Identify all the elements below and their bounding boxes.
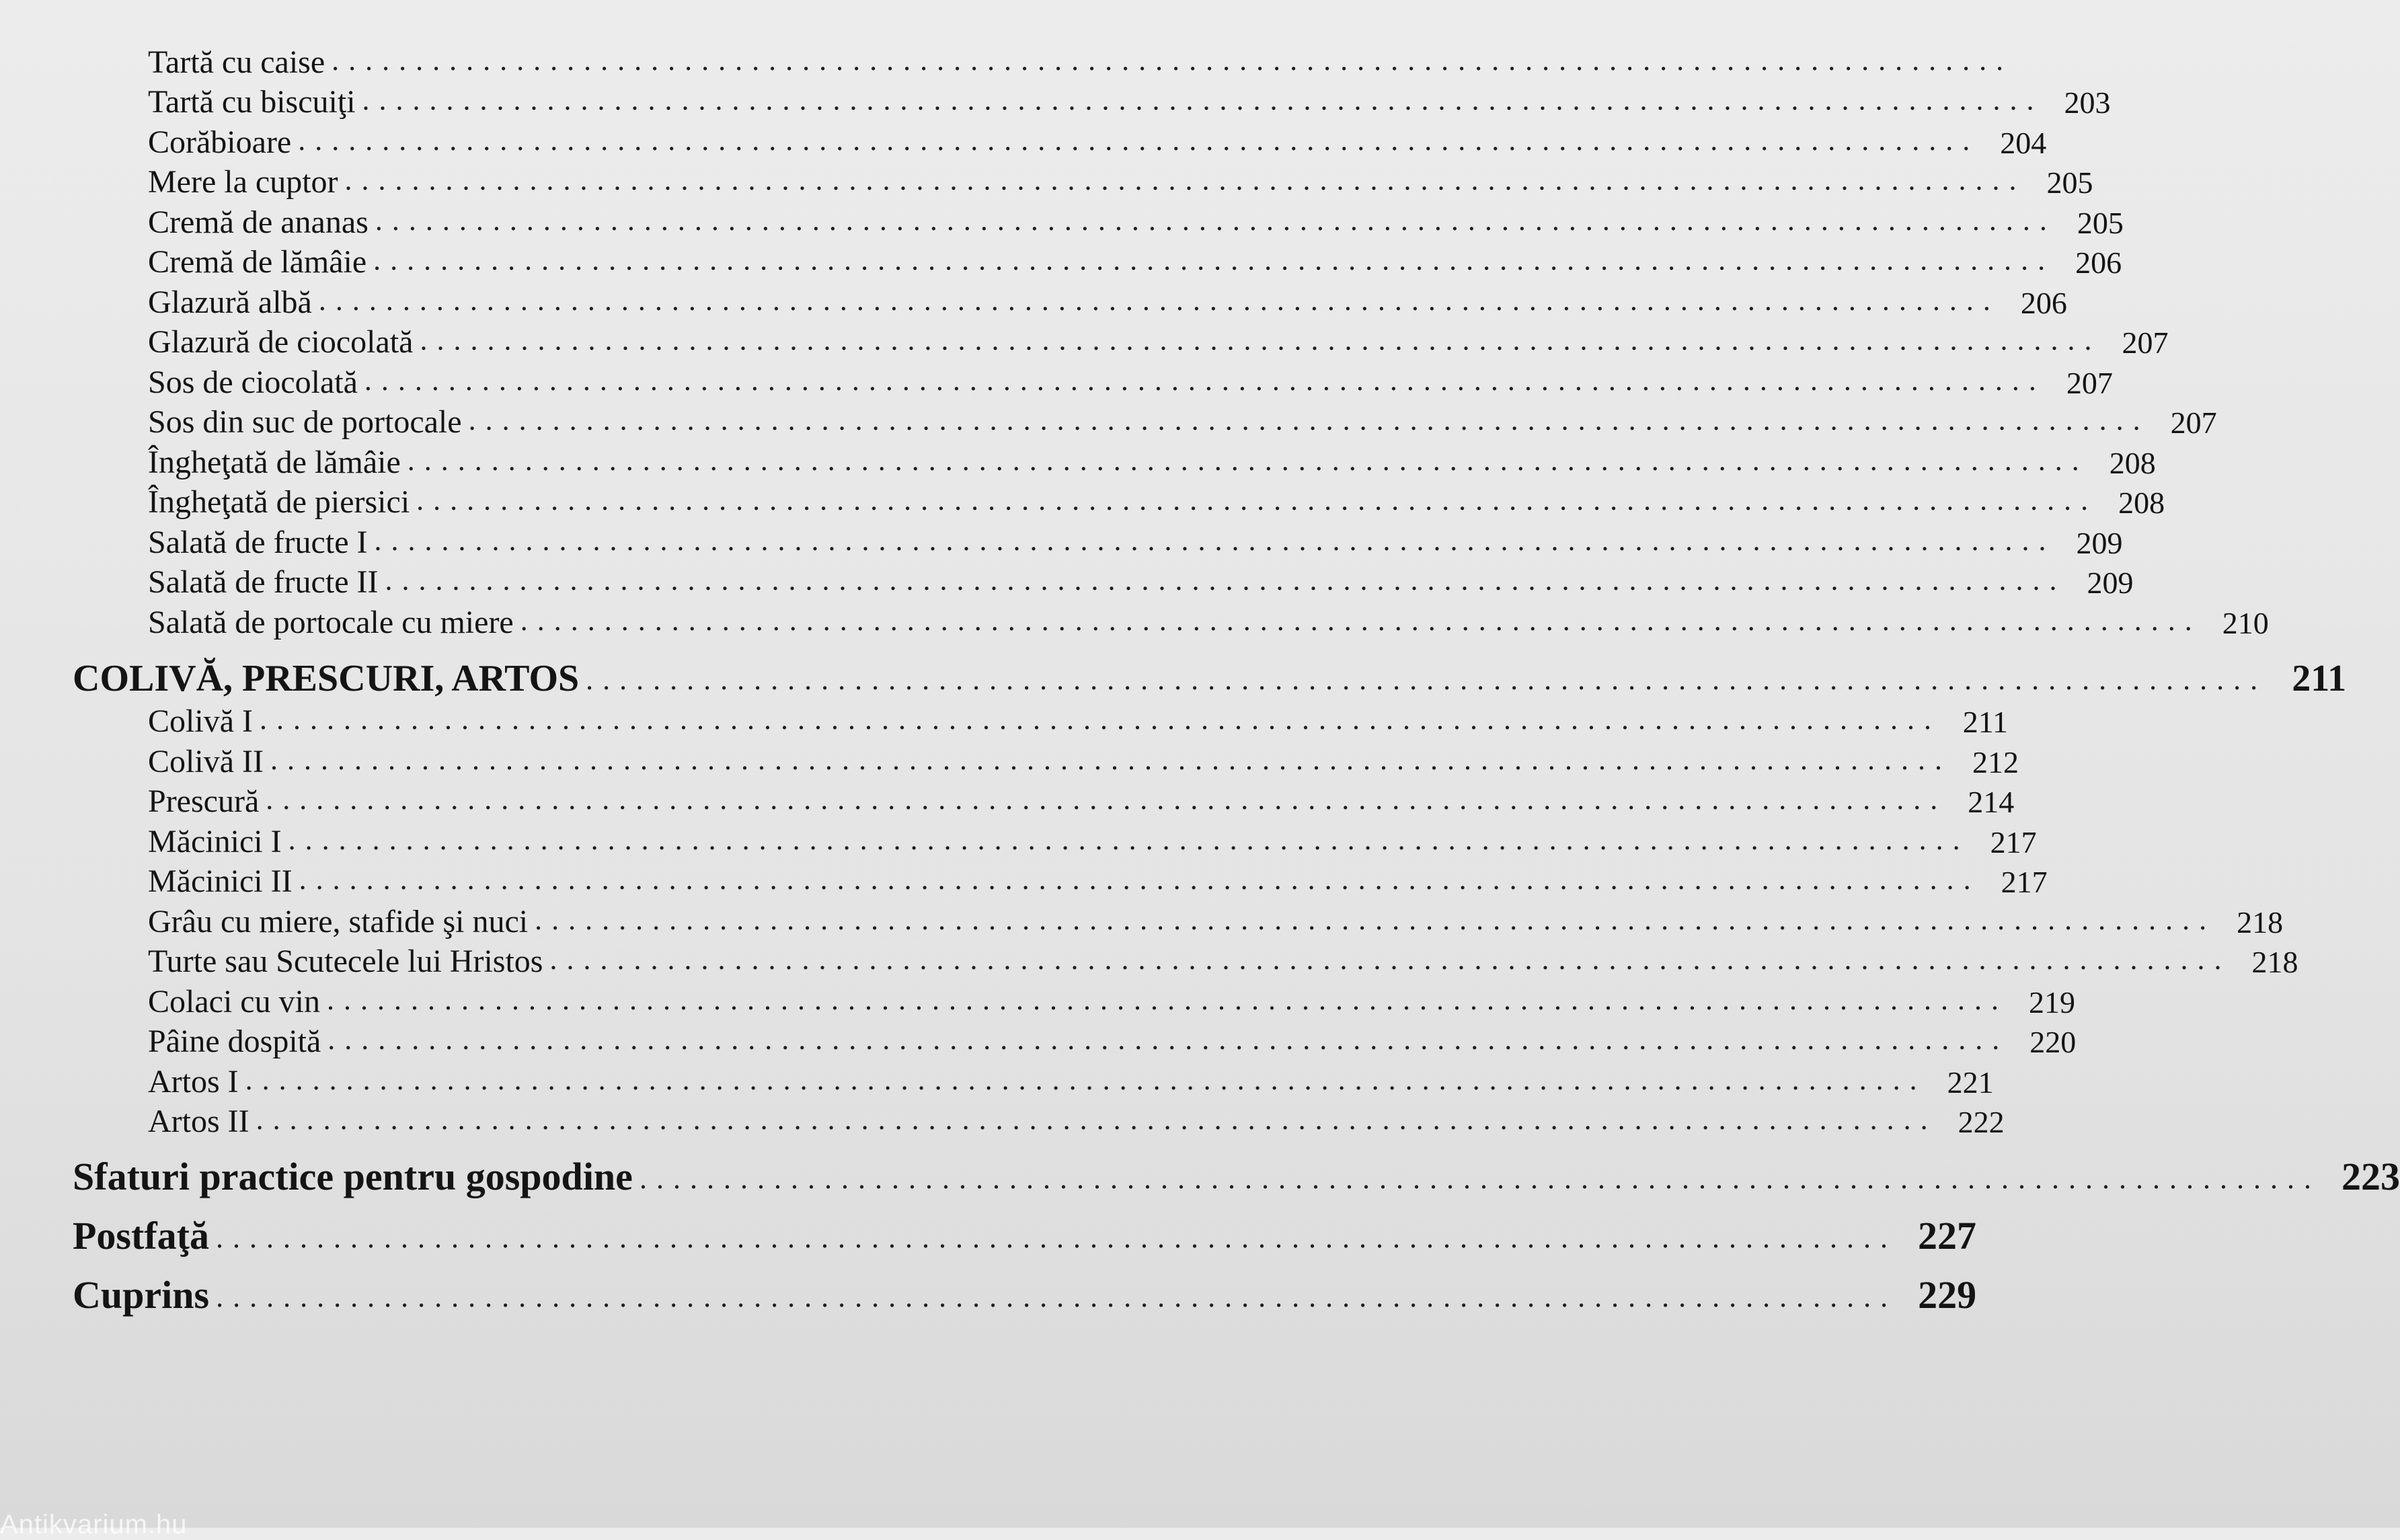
- toc-entry-title: Prescură: [148, 783, 260, 819]
- toc-entry: [73, 700, 2008, 740]
- leader-dots: ....................................................................................................: [468, 403, 2150, 436]
- toc-entry-title: Tartă cu biscuiţi: [148, 84, 356, 120]
- toc-entry-page: 203: [2064, 85, 2111, 120]
- leader-dots: ....................................................................................................: [332, 43, 2013, 77]
- toc-entry-page: 208: [2118, 486, 2165, 520]
- toc-entry-page: 220: [2029, 1025, 2077, 1059]
- toc-entry-title: Cremă de ananas: [148, 204, 369, 240]
- toc-entry: [73, 360, 2113, 401]
- toc-entry-page: 222: [1958, 1105, 2005, 1139]
- section-page: 227: [1917, 1214, 1976, 1258]
- toc-entry-page: 209: [2076, 525, 2123, 560]
- toc-entry-title: Colaci cu vin: [148, 983, 320, 1019]
- toc-entry-page: 205: [2077, 205, 2124, 240]
- toc-entry: [73, 200, 2124, 241]
- toc-entry: [73, 1060, 1994, 1100]
- leader-dots: ....................................................................................................: [375, 203, 2056, 237]
- section-title: Sfaturi practice pentru gospodine: [73, 1155, 633, 1198]
- leader-dots: ....................................................................................................: [407, 443, 2089, 477]
- toc-entry-title: Mere la cuptor: [148, 164, 338, 200]
- leader-dots: ....................................................................................................: [270, 742, 1951, 776]
- leader-dots: ....................................................................................................: [520, 603, 2202, 637]
- section-page: 223: [2341, 1155, 2400, 1198]
- leader-dots: ....................................................................................................: [364, 363, 2046, 397]
- toc-entry: [73, 81, 2111, 121]
- toc-section-coliva: [73, 641, 2347, 700]
- toc-entry-page: 204: [2000, 125, 2047, 160]
- section-title: Postfaţă: [73, 1214, 209, 1258]
- toc-entry: [73, 740, 2019, 780]
- toc-entry-page: 219: [2028, 985, 2075, 1019]
- leader-dots: ....................................................................................................: [374, 523, 2056, 557]
- toc-entry-title: Glazură de ciocolată: [148, 324, 414, 360]
- leader-dots: ....................................................................................................: [586, 662, 2268, 696]
- toc-entry: [73, 860, 2048, 900]
- toc-entry-page: 211: [1962, 705, 2008, 739]
- toc-entry-title: Corăbioare: [148, 124, 292, 160]
- toc-entry-page: 207: [2170, 406, 2217, 440]
- section-page: 229: [1918, 1273, 1977, 1317]
- toc-entry-title: Salată de fructe II: [148, 564, 379, 600]
- leader-dots: ....................................................................................................: [416, 484, 2098, 516]
- toc-entry-page: 207: [2122, 325, 2169, 360]
- toc-entry: [73, 780, 2015, 820]
- toc-entry-title: Tartă cu caise: [148, 44, 325, 80]
- toc-entry-title: Glazură albă: [148, 284, 312, 320]
- toc-entry: [73, 1100, 2005, 1141]
- toc-entry-title: Grâu cu miere, stafide şi nuci: [148, 903, 529, 939]
- toc-entry-page: 217: [2001, 865, 2048, 899]
- toc-section-sfaturi: [73, 1140, 2400, 1199]
- leader-dots: ....................................................................................................: [256, 1103, 1937, 1136]
- toc-entry: [73, 521, 2123, 561]
- leader-dots: ....................................................................................................: [639, 1162, 2321, 1195]
- toc-entry-title: Sos de ciocolată: [148, 364, 358, 400]
- toc-entry: [73, 980, 2075, 1020]
- toc-entry-page: 218: [2251, 945, 2298, 979]
- toc-entry-title: Salată de portocale cu miere: [148, 604, 514, 640]
- toc-entry: [73, 161, 2093, 201]
- toc-entry-title: Sos din suc de portocale: [148, 404, 462, 440]
- leader-dots: ....................................................................................................: [259, 703, 1941, 736]
- toc-entry-title: Salată de fructe I: [148, 524, 368, 560]
- leader-dots: ....................................................................................................: [216, 1280, 1898, 1313]
- toc-entry: [73, 820, 2037, 860]
- leader-dots: ....................................................................................................: [385, 564, 2066, 596]
- watermark: Antikvarium.hu: [0, 1510, 188, 1539]
- leader-dots: ....................................................................................................: [318, 283, 2000, 317]
- toc-entry: [73, 900, 2284, 940]
- toc-entry-title: Artos II: [148, 1104, 249, 1139]
- toc-entry-page: 210: [2222, 605, 2269, 640]
- toc-entry-page: 221: [1947, 1065, 1994, 1100]
- toc-entry: [73, 601, 2269, 641]
- toc-section-postfata: [73, 1199, 1976, 1258]
- leader-dots: ....................................................................................................: [326, 983, 2008, 1016]
- leader-dots: ....................................................................................................: [362, 83, 2044, 116]
- toc-entry-page: 206: [2020, 285, 2067, 320]
- leader-dots: ....................................................................................................: [344, 163, 2026, 196]
- toc-entry: [73, 940, 2298, 980]
- toc-entry: [73, 321, 2169, 361]
- toc-entry: [73, 40, 2013, 81]
- leader-dots: ....................................................................................................: [298, 123, 1980, 157]
- leader-dots: ....................................................................................................: [266, 783, 1947, 816]
- toc-entry-page: 212: [1972, 744, 2019, 779]
- toc-entry-page: 207: [2066, 365, 2113, 400]
- toc-entry-page: 205: [2046, 165, 2093, 200]
- toc-entry-title: Artos I: [148, 1063, 239, 1100]
- toc-entry-title: Turte sau Scutecele lui Hristos: [148, 944, 543, 979]
- toc-entry-page: 208: [2109, 445, 2156, 480]
- section-title: Cuprins: [73, 1273, 210, 1317]
- toc-entry-page: 206: [2075, 245, 2122, 280]
- leader-dots: ....................................................................................................: [373, 243, 2055, 276]
- toc-entry-title: Măcinici II: [148, 863, 293, 899]
- toc-entry-title: Măcinici I: [148, 823, 282, 859]
- toc-entry-page: 217: [1990, 824, 2037, 859]
- toc-entry: [73, 401, 2217, 441]
- section-title: COLIVĂ, PRESCURI, ARTOS: [73, 657, 580, 699]
- leader-dots: ....................................................................................................: [215, 1221, 1897, 1254]
- toc-entry: [73, 440, 2156, 481]
- leader-dots: ....................................................................................................: [420, 323, 2101, 356]
- table-of-contents: [73, 40, 2400, 1317]
- toc-entry-page: 214: [1968, 785, 2015, 819]
- toc-entry: [73, 561, 2134, 601]
- leader-dots: ....................................................................................................: [327, 1023, 2009, 1056]
- toc-entry-title: Îngheţată de piersici: [148, 484, 410, 520]
- toc-entry-title: Îngheţată de lămâie: [148, 444, 401, 480]
- leader-dots: ....................................................................................................: [245, 1063, 1927, 1096]
- toc-entry-title: Pâine dospită: [148, 1024, 321, 1059]
- section-page: 211: [2292, 657, 2347, 699]
- toc-entry: [73, 1020, 2077, 1061]
- toc-entry: [73, 120, 2047, 161]
- leader-dots: ....................................................................................................: [549, 943, 2231, 976]
- toc-entry: [73, 481, 2165, 521]
- toc-entry-title: Cremă de lămâie: [148, 244, 367, 280]
- toc-entry-page: 218: [2237, 904, 2284, 939]
- leader-dots: ....................................................................................................: [288, 822, 1970, 856]
- toc-entry-page: 209: [2087, 566, 2134, 600]
- leader-dots: ....................................................................................................: [535, 902, 2216, 936]
- leader-dots: ....................................................................................................: [299, 863, 1980, 896]
- toc-entry: [73, 241, 2122, 281]
- toc-entry-title: Colivă I: [148, 703, 253, 739]
- toc-section-cuprins: [73, 1258, 1977, 1317]
- toc-entry: [73, 280, 2067, 321]
- toc-entry-title: Colivă II: [148, 743, 264, 779]
